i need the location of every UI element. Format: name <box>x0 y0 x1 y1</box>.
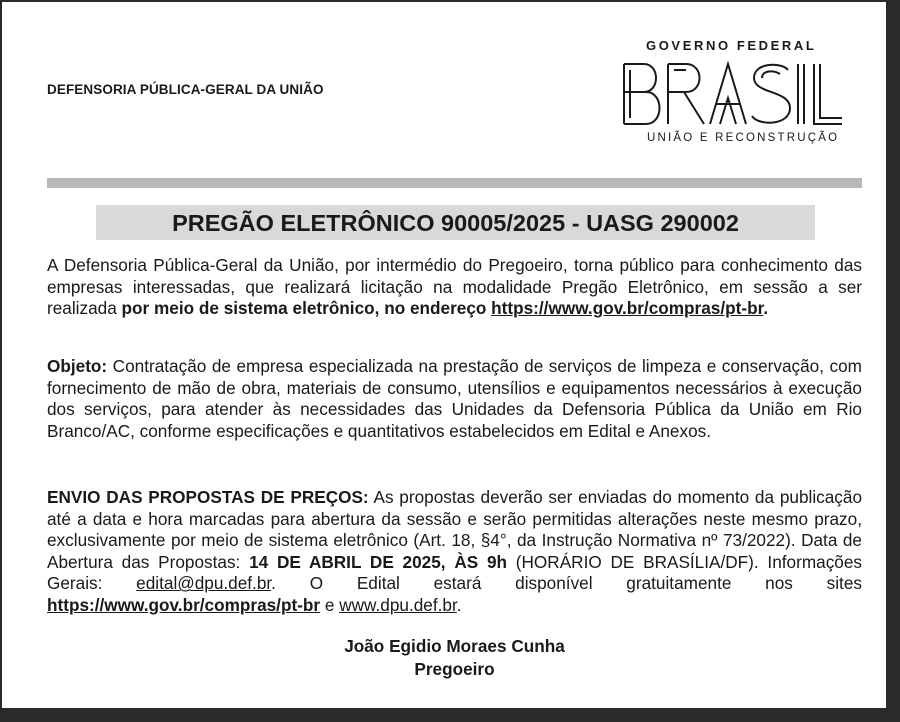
logo-bottom-text: UNIÃO E RECONSTRUÇÃO <box>647 132 840 144</box>
divider-bar <box>47 178 862 188</box>
logo-top-text: GOVERNO FEDERAL <box>646 38 817 53</box>
compras-site-link[interactable]: https://www.gov.br/compras/pt-br <box>47 594 321 615</box>
proposals-text-4: e <box>320 594 340 615</box>
brasil-wordmark-icon <box>622 60 844 128</box>
intro-text: A Defensoria Pública-Geral da União, por intermédio do Pregoeiro, torna público para conhecimento das empresas interessadas, que realizará licitação na modalidade Pregão Eletrônico, em sessão a ser realizada <box>47 255 862 319</box>
governo-federal-logo <box>612 38 847 146</box>
intro-end: . <box>763 298 769 319</box>
proposals-paragraph <box>47 487 862 617</box>
proposals-text-1: As propostas deverão ser enviadas do momento da publicação até a data e hora marcadas para abertura da sessão e serão permitidas alterações neste mesmo prazo, exclusivamente por meio de sistema eletrônico (Art. 18, §4°, da Instrução Normativa nº 73/2022). Data de Abertura das Propostas: <box>47 487 862 572</box>
dpu-site-link[interactable]: www.dpu.def.br <box>339 594 457 615</box>
proposals-label: ENVIO DAS PROPOSTAS DE PREÇOS: <box>47 487 369 507</box>
intro-bold-text: por meio de sistema eletrônico, no endereço <box>121 298 492 319</box>
opening-date: 14 DE ABRIL DE 2025, ÀS 9h <box>249 551 508 572</box>
proposals-text-2: (HORÁRIO DE BRASÍLIA/DF). Informações Gerais: <box>47 551 862 594</box>
object-paragraph <box>47 356 862 442</box>
signatory-role: Pregoeiro <box>414 659 495 679</box>
email-link[interactable]: edital@dpu.def.br <box>136 573 272 594</box>
compras-link[interactable]: https://www.gov.br/compras/pt-br <box>491 298 764 319</box>
proposals-text-3: . O Edital estará disponível gratuitamente nos sites <box>271 573 862 594</box>
proposals-end: . <box>456 594 462 615</box>
notice-title: PREGÃO ELETRÔNICO 90005/2025 - UASG 290002 <box>96 205 815 240</box>
object-label: Objeto: <box>47 356 108 376</box>
object-text: Contratação de empresa especializada na prestação de serviços de limpeza e conservação, com fornecimento de mão de obra, materiais de consumo, utensílios e equipamentos necessários à execução dos serviços, para atender às necessidades das Unidades da Defensoria Pública da União em Rio Branco/AC, conforme especificações e quantitativos estabelecidos em Edital e Anexos. <box>47 356 862 441</box>
intro-paragraph <box>47 255 862 320</box>
signatory-name: João Egidio Moraes Cunha <box>344 636 565 656</box>
organization-name: DEFENSORIA PÚBLICA-GERAL DA UNIÃO <box>47 82 324 97</box>
